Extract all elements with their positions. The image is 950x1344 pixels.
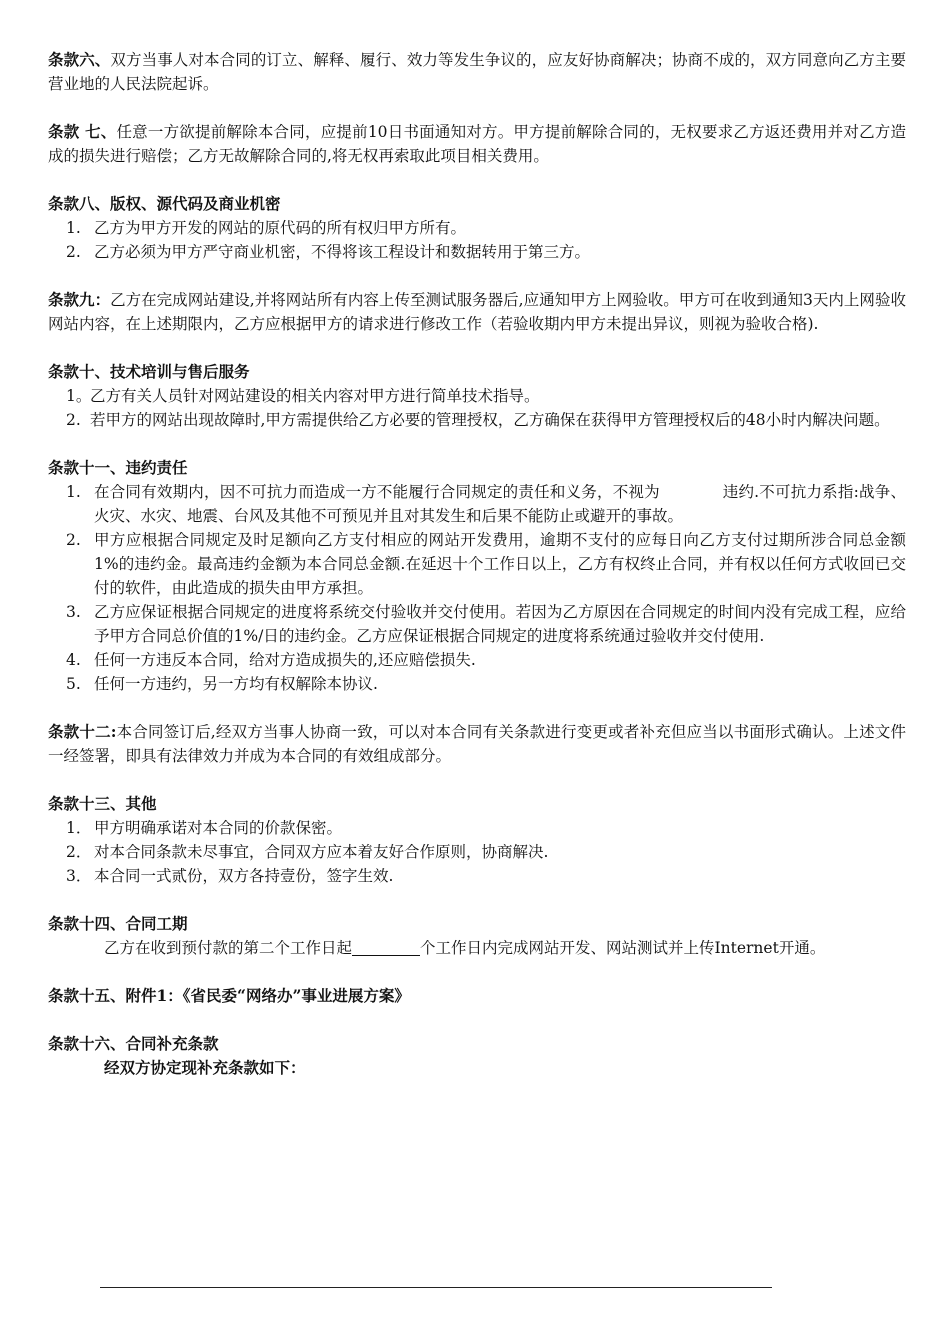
list-item [48,384,906,408]
list-item-text: 本合同一式贰份，双方各持壹份，签字生效. [94,867,394,885]
clause-15 [48,984,906,1008]
list-item-number: 3. [66,603,81,621]
clause-6-paragraph [48,48,906,96]
list-item-text: 乙方为甲方开发的网站的原代码的所有权归甲方所有。 [94,219,467,237]
clause-7-text: 任意一方欲提前解除本合同，应提前10日书面通知对方。甲方提前解除合同的，无权要求乙方返还费用并对乙方造成的损失进行赔偿；乙方无故解除合同的,将无权再索取此项目相关费用。 [48,123,906,165]
list-item [48,648,906,672]
clause-16 [48,1032,906,1080]
clause-12 [48,720,906,768]
list-item-number: 1. [66,219,81,237]
clause-16-title: 条款十六、合同补充条款 [48,1034,219,1053]
clause-6 [48,48,906,96]
clause-12-paragraph [48,720,906,768]
list-item-text: 乙方必须为甲方严守商业机密，不得将该工程设计和数据转用于第三方。 [94,243,591,261]
clause-7-title: 条款 七、 [48,122,117,141]
clause-13-title: 条款十三、其他 [48,794,157,813]
list-item-number: 2． [66,843,92,861]
list-item [48,240,906,264]
list-item-text: 任何一方违反本合同，给对方造成损失的,还应赔偿损失. [94,651,476,669]
list-item-number: 2. [66,243,81,261]
clause-10-title: 条款十、技术培训与售后服务 [48,362,250,381]
list-item-text: 任何一方违约，另一方均有权解除本协议. [94,675,378,693]
list-item-text: 乙方有关人员针对网站建设的相关内容对甲方进行简单技术指导。 [90,387,540,405]
list-item-number: 2. [66,531,81,549]
clause-16-subtitle: 经双方协定现补充条款如下： [104,1058,306,1077]
clause-9-paragraph [48,288,906,336]
list-item-number: 1． [66,819,92,837]
clause-11-title: 条款十一、违约责任 [48,458,188,477]
duration-blank-field [352,937,420,956]
clause-14-text-before: 乙方在收到预付款的第二个工作日起 [104,939,353,957]
list-item [48,480,906,528]
list-item-text: 对本合同条款未尽事宜，合同双方应本着友好合作原则，协商解决. [94,843,549,861]
list-item [48,408,906,432]
list-item-text: 甲方应根据合同规定及时足额向乙方支付相应的网站开发费用，逾期不支付的应每日向乙方支付过期所涉合同总金额1%的违约金。最高违约金额为本合同总金额.在延迟十个工作日以上，乙方有权终止合同，并有权以任何方式收回已交付的软件，由此造成的损失由甲方承担。 [94,531,906,597]
clause-6-text: 双方当事人对本合同的订立、解释、履行、效力等发生争议的，应友好协商解决；协商不成的，双方同意向乙方主要营业地的人民法院起诉。 [48,51,906,93]
list-item [48,864,906,888]
clause-14 [48,912,906,960]
clause-12-text: 本合同签订后,经双方当事人协商一致，可以对本合同有关条款进行变更或者补充但应当以书面形式确认。上述文件一经签署，即具有法律效力并成为本合同的有效组成部分。 [48,723,906,765]
supplementary-clause-line [100,1287,772,1288]
list-item-number: 5. [66,675,81,693]
list-item [48,528,906,600]
clause-15-title: 条款十五、附件1：《省民委“网络办”事业进展方案》 [48,986,410,1005]
clause-8-title: 条款八、版权、源代码及商业机密 [48,194,281,213]
clause-14-title: 条款十四、合同工期 [48,914,188,933]
list-item-number: 3． [66,867,92,885]
list-item-text: 乙方应保证根据合同规定的进度将系统交付验收并交付使用。若因为乙方原因在合同规定的时间内没有完成工程，应给予甲方合同总价值的1%/日的违约金。乙方应保证根据合同规定的进度将系统通过验收并交付使用. [94,603,906,645]
clause-9-text: 乙方在完成网站建设,并将网站所有内容上传至测试服务器后,应通知甲方上网验收。甲方可在收到通知3天内上网验收网站内容，在上述期限内，乙方应根据甲方的请求进行修改工作（若验收期内甲方未提出异议，则视为验收合格). [48,291,906,333]
list-item [48,840,906,864]
clause-7-paragraph [48,120,906,168]
list-item-text: 在合同有效期内，因不可抗力而造成一方不能履行合同规定的责任和义务，不视为 违约.不可抗力系指:战争、火灾、水灾、地震、台风及其他不可预见并且对其发生和后果不能防止或避开的事故。 [94,483,906,525]
clause-11 [48,456,906,696]
clause-7 [48,120,906,168]
clause-9 [48,288,906,336]
list-item-text: 若甲方的网站出现故障时,甲方需提供给乙方必要的管理授权，乙方确保在获得甲方管理授权后的48小时内解决问题。 [90,411,890,429]
contract-page [48,48,906,1104]
list-item-number: 1. [66,483,81,501]
clause-14-text-after: 个工作日内完成网站开发、网站测试并上传Internet开通。 [420,939,826,957]
clause-6-title: 条款六、 [48,50,111,69]
list-item-number: 4. [66,651,81,669]
list-item-number: 2. [66,411,81,429]
list-item [48,672,906,696]
list-item-text: 甲方明确承诺对本合同的价款保密。 [94,819,343,837]
list-item [48,216,906,240]
list-item [48,816,906,840]
clause-8 [48,192,906,264]
list-item [48,600,906,648]
clause-12-title: 条款十二: [48,722,117,741]
clause-10 [48,360,906,432]
list-item-number: 1。 [66,387,92,405]
clause-13 [48,792,906,888]
clause-9-title: 条款九： [48,290,111,309]
clause-14-paragraph [48,936,906,960]
